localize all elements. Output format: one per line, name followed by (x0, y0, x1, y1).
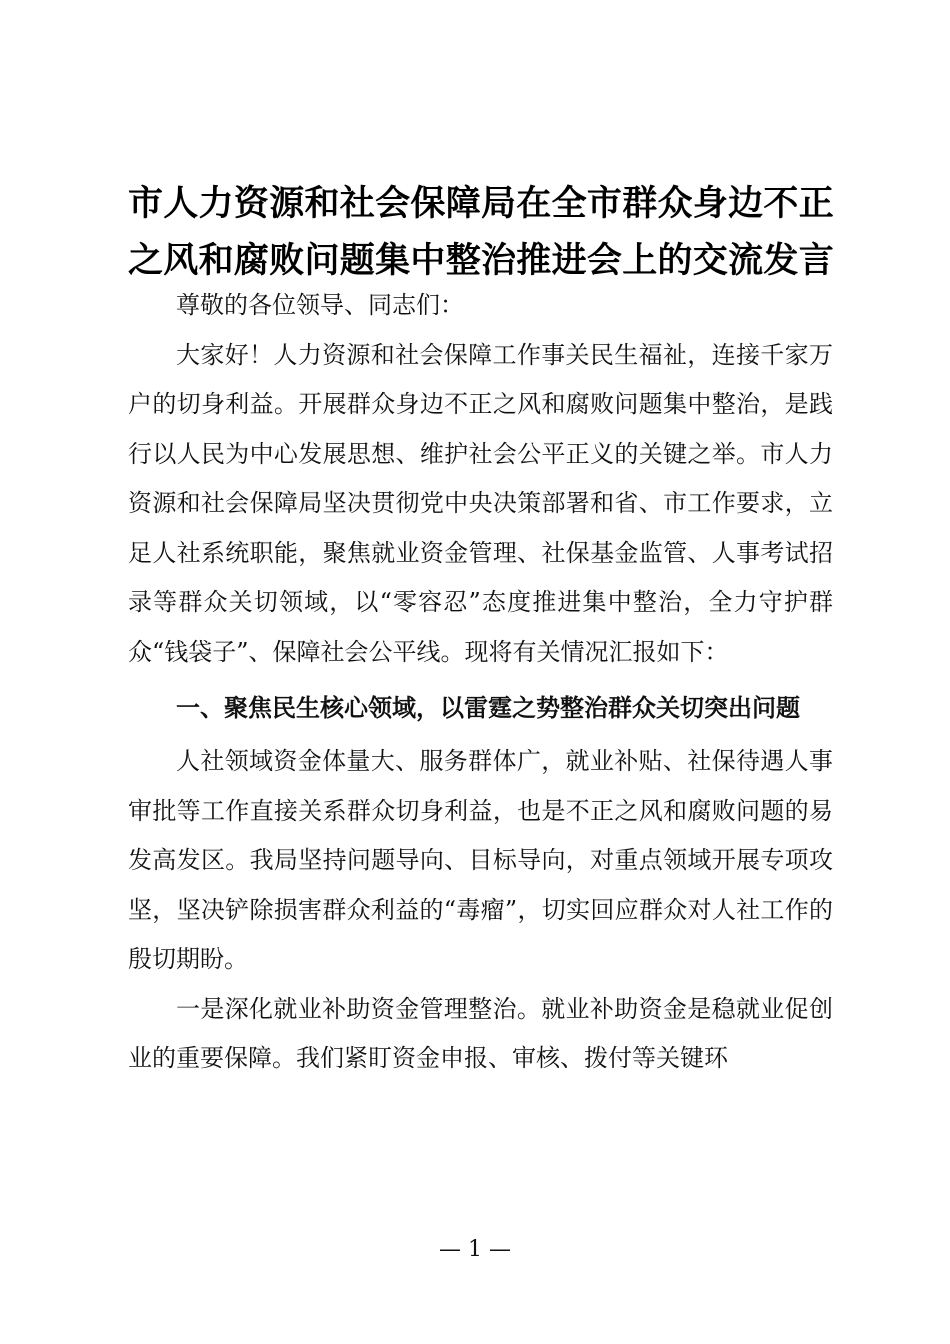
salutation: 尊敬的各位领导、同志们： (176, 291, 464, 319)
title-line-1: 市人力资源和社会保障局在全市群众身边不正 (128, 183, 835, 224)
page-number: — 1 — (439, 1237, 511, 1262)
paragraph-section-1: 人社领域资金体量大、服务群体广，就业补贴、社保待遇人事审批等工作直接关系群众切身利益，也是不正之风和腐败问题的易发高发区。我局坚持问题导向、目标导向，对重点领域开展专项攻坚，坚决铲除损害群众利益的“毒瘤”，切实回应群众对人社工作的殷切期盼。 (128, 747, 833, 973)
document-title (128, 175, 833, 289)
title-line-2: 之风和腐败问题集中整治推进会上的交流发言 (128, 240, 835, 281)
paragraph-employment-fund: 一是深化就业补助资金管理整治。就业补助资金是稳就业促创业的重要保障。我们紧盯资金申报、审核、拨付等关键环 (128, 994, 833, 1072)
paragraph-intro: 大家好！人力资源和社会保障工作事关民生福祉，连接千家万户的切身利益。开展群众身边不正之风和腐败问题集中整治，是践行以人民为中心发展思想、维护社会公平正义的关键之举。市人力资源和社会保障局坚决贯彻党中央决策部署和省、市工作要求，立足人社系统职能，聚焦就业资金管理、社保基金监管、人事考试招录等群众关切领域，以“零容忍”态度推进集中整治，全力守护群众“钱袋子”、保障社会公平线。现将有关情况汇报如下： (128, 340, 833, 666)
document-body (128, 281, 833, 1084)
section-heading-1: 一、聚焦民生核心领域，以雷霆之势整治群众关切突出问题 (176, 694, 800, 722)
